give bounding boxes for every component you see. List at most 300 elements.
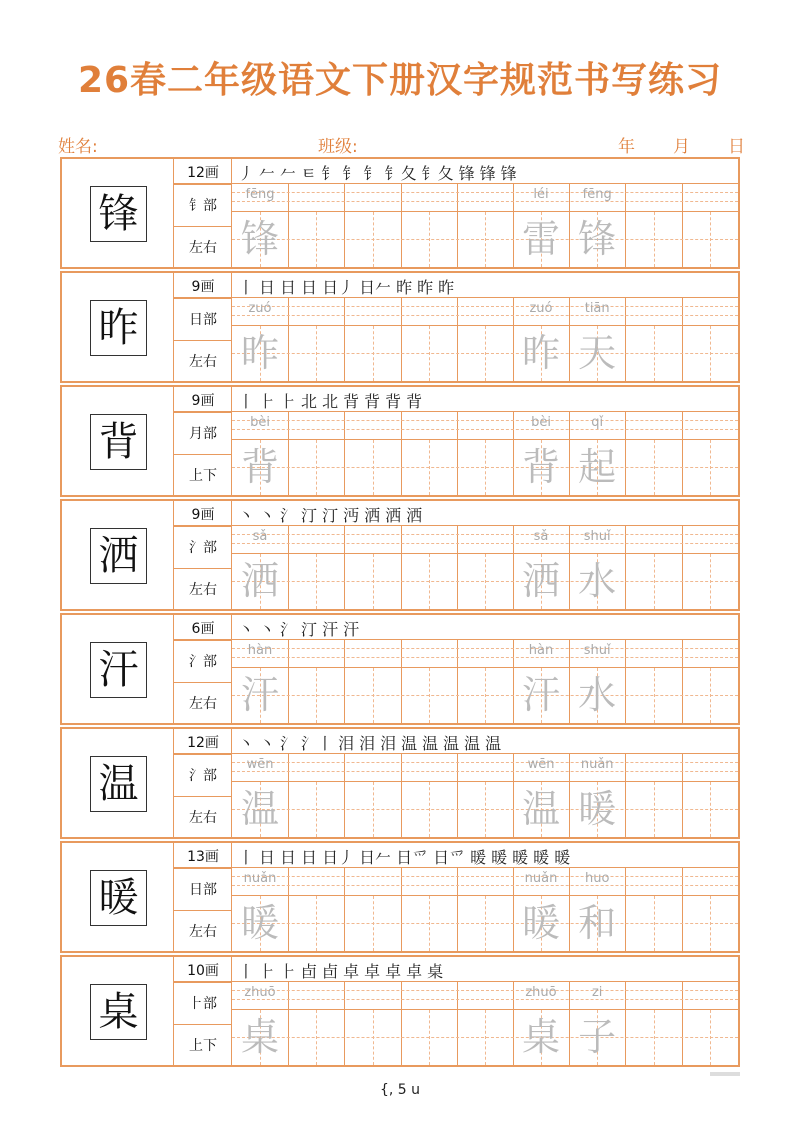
pinyin-text: bèi	[531, 415, 551, 430]
pinyin-text: wēn	[527, 757, 555, 772]
grid-guide	[232, 695, 738, 696]
stroke-order	[238, 160, 522, 184]
pinyin-text: sǎ	[252, 529, 268, 544]
divider	[174, 754, 231, 755]
stroke-count: 9画	[191, 506, 215, 523]
pinyin-text: zuó	[248, 301, 272, 316]
stroke-count: 13画	[187, 848, 219, 865]
stroke-step: 锋	[500, 163, 517, 183]
divider	[232, 667, 738, 668]
stroke-step: 昨	[417, 277, 434, 297]
stroke-order	[238, 958, 448, 982]
grid-line	[344, 640, 345, 723]
grid-line	[288, 526, 289, 609]
model-character: 背	[98, 419, 139, 465]
stroke-step: 昨	[438, 277, 455, 297]
model-character-box	[90, 300, 147, 356]
pinyin-text: léi	[533, 187, 549, 202]
model-character-box	[90, 984, 147, 1040]
stroke-step: 暖	[554, 847, 571, 867]
divider	[174, 526, 231, 527]
structure-label: 左右	[189, 809, 217, 826]
stroke-step: 汀	[301, 619, 318, 639]
stroke-step: 背	[385, 391, 402, 411]
stroke-step: 日𠂉	[359, 277, 392, 297]
divider	[174, 412, 231, 413]
grid-line	[682, 868, 683, 951]
divider	[232, 325, 738, 326]
grid-line	[625, 640, 626, 723]
stroke-step: 钅夂	[421, 163, 454, 183]
grid-line	[682, 754, 683, 837]
stroke-step: ⺊	[259, 961, 276, 981]
stroke-step: 北	[301, 391, 318, 411]
character-block	[60, 727, 740, 839]
info-column	[174, 957, 232, 1065]
divider	[232, 439, 738, 440]
stroke-count: 10画	[187, 962, 219, 979]
stroke-step: 泪	[338, 733, 355, 753]
stroke-step: 桌	[427, 961, 444, 981]
stroke-count: 12画	[187, 164, 219, 181]
grid-guide	[232, 581, 738, 582]
stroke-step: 锋	[479, 163, 496, 183]
trace-character: 背	[240, 445, 279, 489]
stroke-step: ⺊	[280, 961, 297, 981]
stroke-step: 卓	[406, 961, 423, 981]
grid-line	[401, 754, 402, 837]
divider	[174, 982, 231, 983]
pinyin-guide	[232, 192, 738, 193]
info-column	[174, 843, 232, 951]
model-character-box	[90, 870, 147, 926]
radical-label: 月部	[189, 426, 217, 442]
year-label: 年	[618, 137, 635, 157]
divider	[232, 1009, 738, 1010]
grid-line	[288, 298, 289, 381]
grid-line	[344, 184, 345, 267]
pinyin-text: zi	[591, 985, 603, 1000]
trace-character: 暖	[521, 901, 560, 945]
character-block	[60, 271, 740, 383]
grid-line	[288, 982, 289, 1065]
stroke-step: 丶	[259, 733, 276, 753]
grid-line	[401, 868, 402, 951]
grid-line	[625, 982, 626, 1065]
pinyin-guide	[232, 885, 738, 886]
pinyin-guide	[232, 429, 738, 430]
stroke-step: 日丿	[322, 277, 355, 297]
structure-label: 左右	[189, 923, 217, 940]
pinyin-text: zhuō	[525, 985, 557, 1000]
pinyin-text: fēng	[582, 187, 612, 202]
grid-line	[401, 184, 402, 267]
grid-guide	[232, 353, 738, 354]
pinyin-guide	[232, 876, 738, 877]
writing-grid[interactable]	[232, 412, 738, 495]
radical-label: 日部	[189, 312, 217, 328]
divider	[174, 340, 231, 341]
writing-grid[interactable]	[232, 868, 738, 951]
pinyin-guide	[232, 420, 738, 421]
stroke-step: 日	[280, 847, 297, 867]
trace-character: 背	[521, 445, 560, 489]
stroke-step: 日	[259, 847, 276, 867]
model-character-cell	[62, 843, 174, 951]
trace-character: 起	[578, 445, 617, 489]
model-character-box	[90, 756, 147, 812]
divider	[232, 211, 738, 212]
stroke-step: 背	[343, 391, 360, 411]
grid-line	[457, 754, 458, 837]
stroke-step: 泪	[380, 733, 397, 753]
pinyin-guide	[232, 657, 738, 658]
pinyin-guide	[232, 762, 738, 763]
stroke-step: 𠂉	[259, 163, 276, 183]
stroke-order	[238, 616, 364, 640]
structure-label: 左右	[189, 239, 217, 256]
grid-line	[288, 184, 289, 267]
grid-line	[288, 754, 289, 837]
stroke-order	[238, 274, 459, 298]
trace-character: 雷	[521, 217, 560, 261]
grid-line	[344, 526, 345, 609]
name-label: 姓名:	[58, 137, 98, 157]
divider	[174, 640, 231, 641]
trace-character: 和	[578, 901, 617, 945]
divider	[174, 910, 231, 911]
pinyin-text: huo	[584, 871, 610, 886]
model-character-cell	[62, 387, 174, 495]
page-footer: {, 5 u	[379, 1082, 421, 1098]
stroke-step: 氵	[280, 733, 297, 753]
stroke-step: 洒	[364, 505, 381, 525]
pinyin-text: shuǐ	[583, 529, 611, 544]
stroke-step: 汗	[343, 619, 360, 639]
stroke-step: 锋	[458, 163, 475, 183]
divider	[174, 454, 231, 455]
stroke-step: 暖	[512, 847, 529, 867]
model-character-box	[90, 642, 147, 698]
stroke-step: 𠂉	[280, 163, 297, 183]
grid-line	[288, 868, 289, 951]
model-character-cell	[62, 273, 174, 381]
grid-line	[625, 412, 626, 495]
trace-character: 水	[578, 673, 617, 717]
stroke-step: 背	[406, 391, 423, 411]
grid-line	[401, 640, 402, 723]
stroke-step: 日爫	[396, 847, 429, 867]
writing-grid[interactable]	[232, 640, 738, 723]
stroke-step: 汀	[301, 505, 318, 525]
grid-line	[625, 298, 626, 381]
model-character: 汗	[98, 647, 139, 693]
stroke-step: 丶	[238, 619, 255, 639]
grid-line	[344, 868, 345, 951]
divider	[232, 553, 738, 554]
trace-character: 锋	[578, 217, 617, 261]
model-character-cell	[62, 159, 174, 267]
model-character: 洒	[98, 533, 139, 579]
stroke-step: 钅	[321, 163, 338, 183]
model-character: 桌	[98, 989, 139, 1035]
pinyin-text: zuó	[529, 301, 553, 316]
structure-label: 上下	[189, 1037, 217, 1054]
page-title: 26春二年级语文下册汉字规范书写练习	[77, 60, 723, 101]
stroke-step: 丶	[259, 619, 276, 639]
grid-line	[682, 412, 683, 495]
model-character-cell	[62, 615, 174, 723]
stroke-order	[238, 502, 427, 526]
stroke-step: 北	[322, 391, 339, 411]
grid-line	[457, 640, 458, 723]
structure-label: 左右	[189, 695, 217, 712]
grid-guide	[232, 923, 738, 924]
grid-line	[682, 640, 683, 723]
trace-character: 锋	[240, 217, 279, 261]
stroke-step: 卓	[385, 961, 402, 981]
stroke-step: 日丿	[322, 847, 355, 867]
divider	[232, 895, 738, 896]
info-column	[174, 615, 232, 723]
grid-line	[344, 754, 345, 837]
stroke-count: 9画	[191, 392, 215, 409]
character-block	[60, 157, 740, 269]
grid-line	[401, 298, 402, 381]
grid-line	[344, 298, 345, 381]
stroke-step: 洒	[385, 505, 402, 525]
trace-character: 温	[521, 787, 560, 831]
stroke-step: 温	[443, 733, 460, 753]
structure-label: 上下	[189, 467, 217, 484]
pinyin-guide	[232, 534, 738, 535]
grid-line	[344, 412, 345, 495]
stroke-step: 暖	[491, 847, 508, 867]
model-character-box	[90, 186, 147, 242]
stroke-step: 卣	[301, 961, 318, 981]
grid-guide	[232, 239, 738, 240]
pinyin-text: nuǎn	[580, 757, 614, 772]
grid-guide	[232, 1037, 738, 1038]
radical-label: 氵部	[189, 654, 217, 670]
stroke-step: 丶	[238, 505, 255, 525]
divider	[174, 868, 231, 869]
stroke-step: 钅	[342, 163, 359, 183]
structure-label: 左右	[189, 353, 217, 370]
divider	[174, 568, 231, 569]
stroke-step: 钅夂	[384, 163, 417, 183]
stroke-order	[238, 844, 575, 868]
grid-line	[682, 982, 683, 1065]
divider	[174, 298, 231, 299]
model-character: 昨	[98, 305, 139, 351]
pinyin-text: zhuō	[244, 985, 276, 1000]
grid-line	[288, 412, 289, 495]
stroke-step: 日	[301, 277, 318, 297]
pinyin-guide	[232, 315, 738, 316]
stroke-step: 日	[280, 277, 297, 297]
stroke-step: 丨	[238, 391, 255, 411]
stroke-step: 温	[401, 733, 418, 753]
grid-line	[457, 526, 458, 609]
stroke-step: 沔	[343, 505, 360, 525]
stroke-step: 卣	[322, 961, 339, 981]
pinyin-guide	[232, 990, 738, 991]
grid-line	[625, 868, 626, 951]
grid-line	[682, 298, 683, 381]
trace-character: 昨	[521, 331, 560, 375]
stroke-step: 氵	[280, 505, 297, 525]
stroke-step: 氵	[280, 619, 297, 639]
grid-line	[457, 982, 458, 1065]
stroke-step: 日𠂉	[359, 847, 392, 867]
grid-line	[457, 868, 458, 951]
grid-line	[457, 184, 458, 267]
stroke-step: 泪	[359, 733, 376, 753]
model-character: 暖	[98, 875, 139, 921]
trace-character: 暖	[578, 787, 617, 831]
stroke-step: 丨	[238, 847, 255, 867]
stroke-count: 9画	[191, 278, 215, 295]
pinyin-text: fēng	[245, 187, 275, 202]
stroke-step: 日	[301, 847, 318, 867]
stroke-step: 日	[259, 277, 276, 297]
class-label: 班级:	[318, 137, 358, 157]
radical-label: ⺊部	[189, 996, 217, 1012]
trace-character: 洒	[240, 559, 279, 603]
grid-guide	[232, 467, 738, 468]
stroke-step: 卓	[343, 961, 360, 981]
stroke-step: 氵丨	[301, 733, 334, 753]
stroke-step: 丶	[259, 505, 276, 525]
grid-line	[682, 526, 683, 609]
stroke-step: 卓	[364, 961, 381, 981]
stroke-step: 丨	[238, 961, 255, 981]
structure-label: 左右	[189, 581, 217, 598]
stroke-step: ⺊	[259, 391, 276, 411]
writing-grid[interactable]	[232, 184, 738, 267]
model-character-cell	[62, 957, 174, 1065]
radical-label: 日部	[189, 882, 217, 898]
divider	[174, 682, 231, 683]
grid-line	[682, 184, 683, 267]
info-column	[174, 159, 232, 267]
pinyin-text: nuǎn	[243, 871, 277, 886]
stroke-order	[238, 730, 506, 754]
pinyin-text: hàn	[528, 643, 554, 658]
stroke-step: 暖	[470, 847, 487, 867]
writing-grid[interactable]	[232, 754, 738, 837]
stroke-step: ⺊	[280, 391, 297, 411]
trace-character: 洒	[521, 559, 560, 603]
month-label: 月	[673, 137, 690, 157]
watermark	[710, 1072, 740, 1076]
grid-line	[344, 982, 345, 1065]
grid-line	[625, 526, 626, 609]
info-column	[174, 501, 232, 609]
trace-character: 温	[240, 787, 279, 831]
stroke-step: 日爫	[433, 847, 466, 867]
divider	[174, 226, 231, 227]
info-column	[174, 387, 232, 495]
stroke-step: 温	[464, 733, 481, 753]
stroke-step: 洒	[406, 505, 423, 525]
pinyin-text: bèi	[250, 415, 270, 430]
grid-guide	[232, 809, 738, 810]
character-block	[60, 955, 740, 1067]
stroke-step: 钅	[363, 163, 380, 183]
grid-line	[401, 412, 402, 495]
divider	[174, 796, 231, 797]
stroke-count: 6画	[191, 620, 215, 637]
grid-line	[625, 184, 626, 267]
character-block	[60, 841, 740, 953]
model-character-cell	[62, 501, 174, 609]
grid-line	[625, 754, 626, 837]
trace-character: 水	[578, 559, 617, 603]
trace-character: 桌	[521, 1015, 560, 1059]
character-block	[60, 385, 740, 497]
stroke-count: 12画	[187, 734, 219, 751]
stroke-step: 丨	[238, 277, 255, 297]
divider	[232, 781, 738, 782]
pinyin-guide	[232, 543, 738, 544]
stroke-step: 背	[364, 391, 381, 411]
trace-character: 汗	[240, 673, 279, 717]
stroke-step: 昨	[396, 277, 413, 297]
writing-grid[interactable]	[232, 298, 738, 381]
trace-character: 汗	[521, 673, 560, 717]
stroke-step: 汀	[322, 505, 339, 525]
pinyin-text: wēn	[246, 757, 274, 772]
pinyin-text: nuǎn	[524, 871, 558, 886]
stroke-step: 温	[422, 733, 439, 753]
stroke-step: 暖	[533, 847, 550, 867]
model-character-cell	[62, 729, 174, 837]
writing-grid[interactable]	[232, 982, 738, 1065]
trace-character: 桌	[240, 1015, 279, 1059]
stroke-step: 丶	[238, 733, 255, 753]
pinyin-guide	[232, 201, 738, 202]
grid-line	[457, 412, 458, 495]
pinyin-text: shuǐ	[583, 643, 611, 658]
model-character-box	[90, 414, 147, 470]
trace-character: 子	[578, 1015, 617, 1059]
radical-label: 氵部	[189, 540, 217, 556]
trace-character: 暖	[240, 901, 279, 945]
pinyin-guide	[232, 306, 738, 307]
stroke-step: 丿	[238, 163, 255, 183]
character-block	[60, 499, 740, 611]
grid-line	[457, 298, 458, 381]
model-character: 温	[98, 761, 139, 807]
radical-label: 氵部	[189, 768, 217, 784]
model-character-box	[90, 528, 147, 584]
pinyin-guide	[232, 771, 738, 772]
pinyin-text: tiān	[584, 301, 610, 316]
trace-character: 昨	[240, 331, 279, 375]
grid-line	[401, 982, 402, 1065]
pinyin-text: hàn	[247, 643, 273, 658]
divider	[174, 1024, 231, 1025]
pinyin-text: qǐ	[591, 415, 604, 430]
writing-grid[interactable]	[232, 526, 738, 609]
model-character: 锋	[98, 191, 139, 237]
radical-label: 钅部	[189, 198, 217, 214]
grid-line	[288, 640, 289, 723]
pinyin-guide	[232, 648, 738, 649]
info-column	[174, 273, 232, 381]
